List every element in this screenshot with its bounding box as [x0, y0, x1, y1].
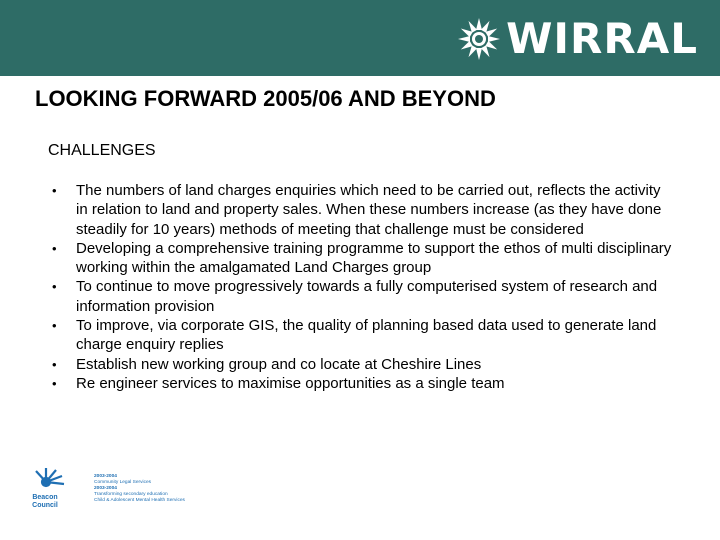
- bullet-icon: •: [52, 356, 57, 372]
- wirral-logo: [456, 16, 698, 62]
- header-band: [0, 0, 720, 76]
- beacon-label-line: Council: [32, 502, 58, 509]
- challenges-list: [52, 181, 672, 393]
- bullet-text: The numbers of land charges enquiries which need to be carried out, reflects the activity in relation to land and property sales. When these numbers increase (as they have done steadily for 10 years) methods of meeting that challenge must be considered: [76, 182, 662, 238]
- award-name: Transforming secondary education: [94, 492, 168, 497]
- bullet-text: Re engineer services to maximise opportunities as a single team: [76, 374, 505, 392]
- beacon-council-label: [25, 494, 65, 510]
- award-year: 2003-2004: [94, 486, 117, 491]
- bullet-icon: •: [52, 375, 57, 391]
- section-heading: CHALLENGES: [48, 142, 156, 159]
- award-year: 2003-2004: [94, 474, 117, 479]
- bullet-text: To continue to move progressively towards a fully computerised system of research and information provision: [76, 278, 658, 315]
- bullet-text: Developing a comprehensive training programme to support the ethos of multi disciplinary working within the amalgamated Land Charges group: [76, 239, 672, 277]
- award-name: Child & Adolescent Mental Health Services: [94, 498, 185, 503]
- bullet-icon: •: [52, 279, 57, 295]
- list-item: [52, 277, 672, 316]
- list-item: [52, 316, 672, 355]
- award-name: Community Legal Services: [94, 480, 152, 485]
- wirral-wordmark: WIRRAL: [506, 14, 698, 63]
- bullet-text: To improve, via corporate GIS, the quality of planning based data used to generate land charge enquiry replies: [76, 317, 657, 354]
- bullet-text: Establish new working group and co locate at Cheshire Lines: [76, 355, 482, 373]
- slide-title: LOOKING FORWARD 2005/06 AND BEYOND: [35, 86, 496, 111]
- bullet-icon: •: [52, 240, 57, 256]
- bullet-icon: •: [52, 318, 57, 334]
- list-item: [52, 355, 672, 374]
- beacon-label-line: Beacon: [32, 494, 58, 501]
- list-item: [52, 181, 672, 239]
- wirral-emblem-icon: [456, 16, 502, 62]
- beacon-badge: [34, 466, 80, 519]
- award-list: [94, 474, 185, 504]
- list-item: [52, 239, 672, 278]
- list-item: [52, 374, 672, 393]
- beacon-council-logo: [34, 466, 185, 519]
- bullet-icon: •: [52, 183, 57, 198]
